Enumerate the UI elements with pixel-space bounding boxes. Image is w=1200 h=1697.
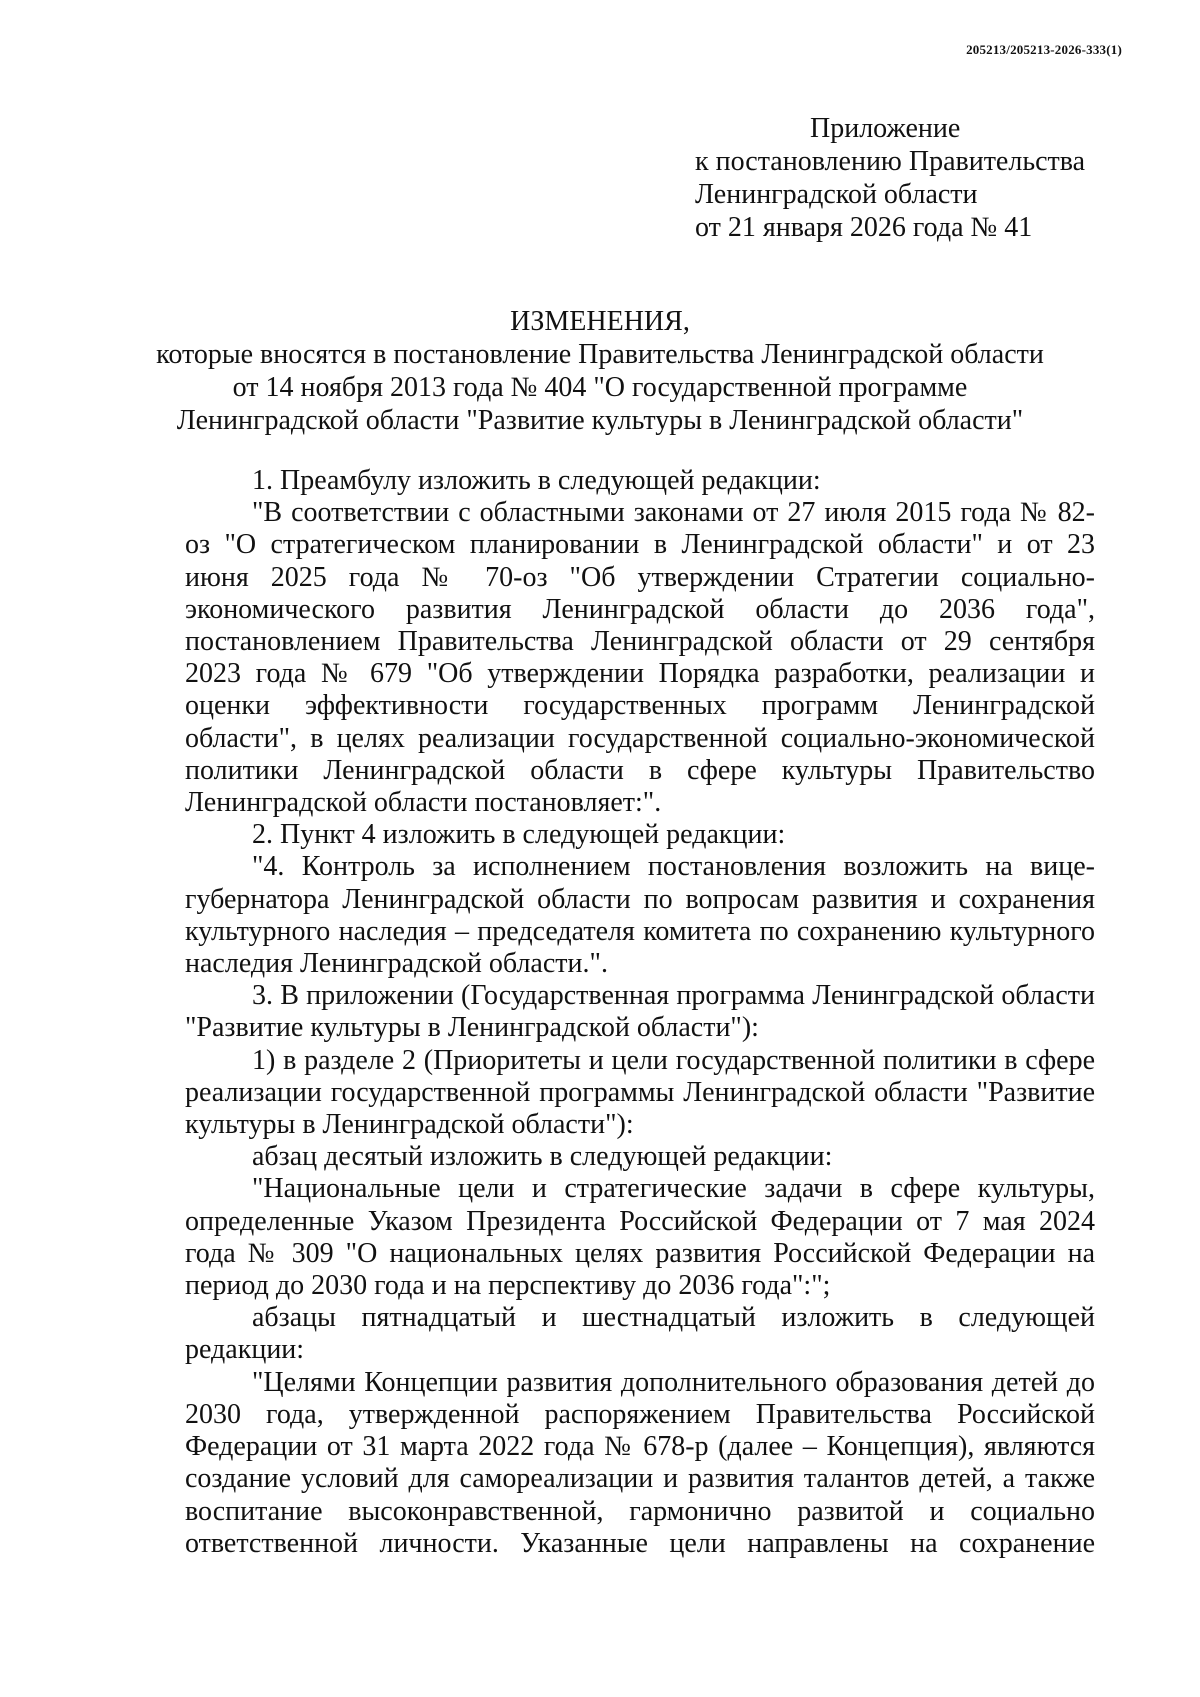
heading-title: ИЗМЕНЕНИЯ, [510, 306, 690, 337]
document-registration-code: 205213/205213-2026-333(1) [966, 42, 1122, 57]
appendix-line: Ленинградской области [695, 179, 978, 210]
heading-line: которые вносятся в постановление Правительства Ленинградской области [156, 339, 1044, 370]
paragraph: "Национальные цели и стратегические задачи в сфере культуры, определенные Указом Президента Российской Федерации от 7 мая 2024 года № 309 "О национальных целях развития Российской Федерации на период до 2030 года и на перспективу до 2036 года":"; [185, 1173, 1095, 1302]
document-heading [150, 305, 1050, 437]
paragraph: 3. В приложении (Государственная программа Ленинградской области "Развитие культуры в Ленинградской области"): [185, 980, 1095, 1044]
paragraph: "4. Контроль за исполнением постановления возложить на вице-губернатора Ленинградской области по вопросам развития и сохранения культурного наследия – председателя комитета по сохранению культурного наследия Ленинградской области.". [185, 851, 1095, 980]
paragraph: 2. Пункт 4 изложить в следующей редакции: [252, 819, 786, 851]
document-body [185, 465, 1095, 1560]
appendix-title: Приложение [810, 113, 961, 144]
appendix-block [695, 112, 1085, 244]
heading-line: Ленинградской области "Развитие культуры в Ленинградской области" [176, 405, 1024, 436]
paragraph: "В соответствии с областными законами от 27 июля 2015 года № 82-оз "О стратегическом планировании в Ленинградской области" и от 23 июня 2025 года № 70-оз "Об утверждении Стратегии социально-экономического развития Ленинградской области до 2036 года", постановлением Правительства Ленинградской области от 29 сентября 2023 года № 679 "Об утверждении Порядка разработки, реализации и оценки эффективности государственных программ Ленинградской области", в целях реализации государственной социально-экономической политики Ленинградской области в сфере культуры Правительство Ленинградской области постановляет:". [185, 497, 1095, 819]
appendix-line: к постановлению Правительства [695, 146, 1086, 177]
paragraph: абзац десятый изложить в следующей редакции: [252, 1141, 833, 1173]
heading-line: от 14 ноября 2013 года № 404 "О государственной программе [232, 372, 968, 403]
paragraph: 1) в разделе 2 (Приоритеты и цели государственной политики в сфере реализации государственной программы Ленинградской области "Развитие культуры в Ленинградской области"): [185, 1044, 1095, 1141]
paragraph: 1. Преамбулу изложить в следующей редакции: [252, 465, 821, 496]
appendix-line: от 21 января 2026 года № 41 [695, 212, 1033, 243]
paragraph: абзацы пятнадцатый и шестнадцатый изложить в следующей редакции: [185, 1302, 1095, 1366]
paragraph: "Целями Концепции развития дополнительного образования детей до 2030 года, утвержденной распоряжением Правительства Российской Федерации от 31 марта 2022 года № 678-р (далее – Концепция), являются создание условий для самореализации и развития талантов детей, а также воспитание высоконравственной, гармонично развитой и социально ответственной личности. Указанные цели направлены на сохранение [185, 1366, 1095, 1559]
